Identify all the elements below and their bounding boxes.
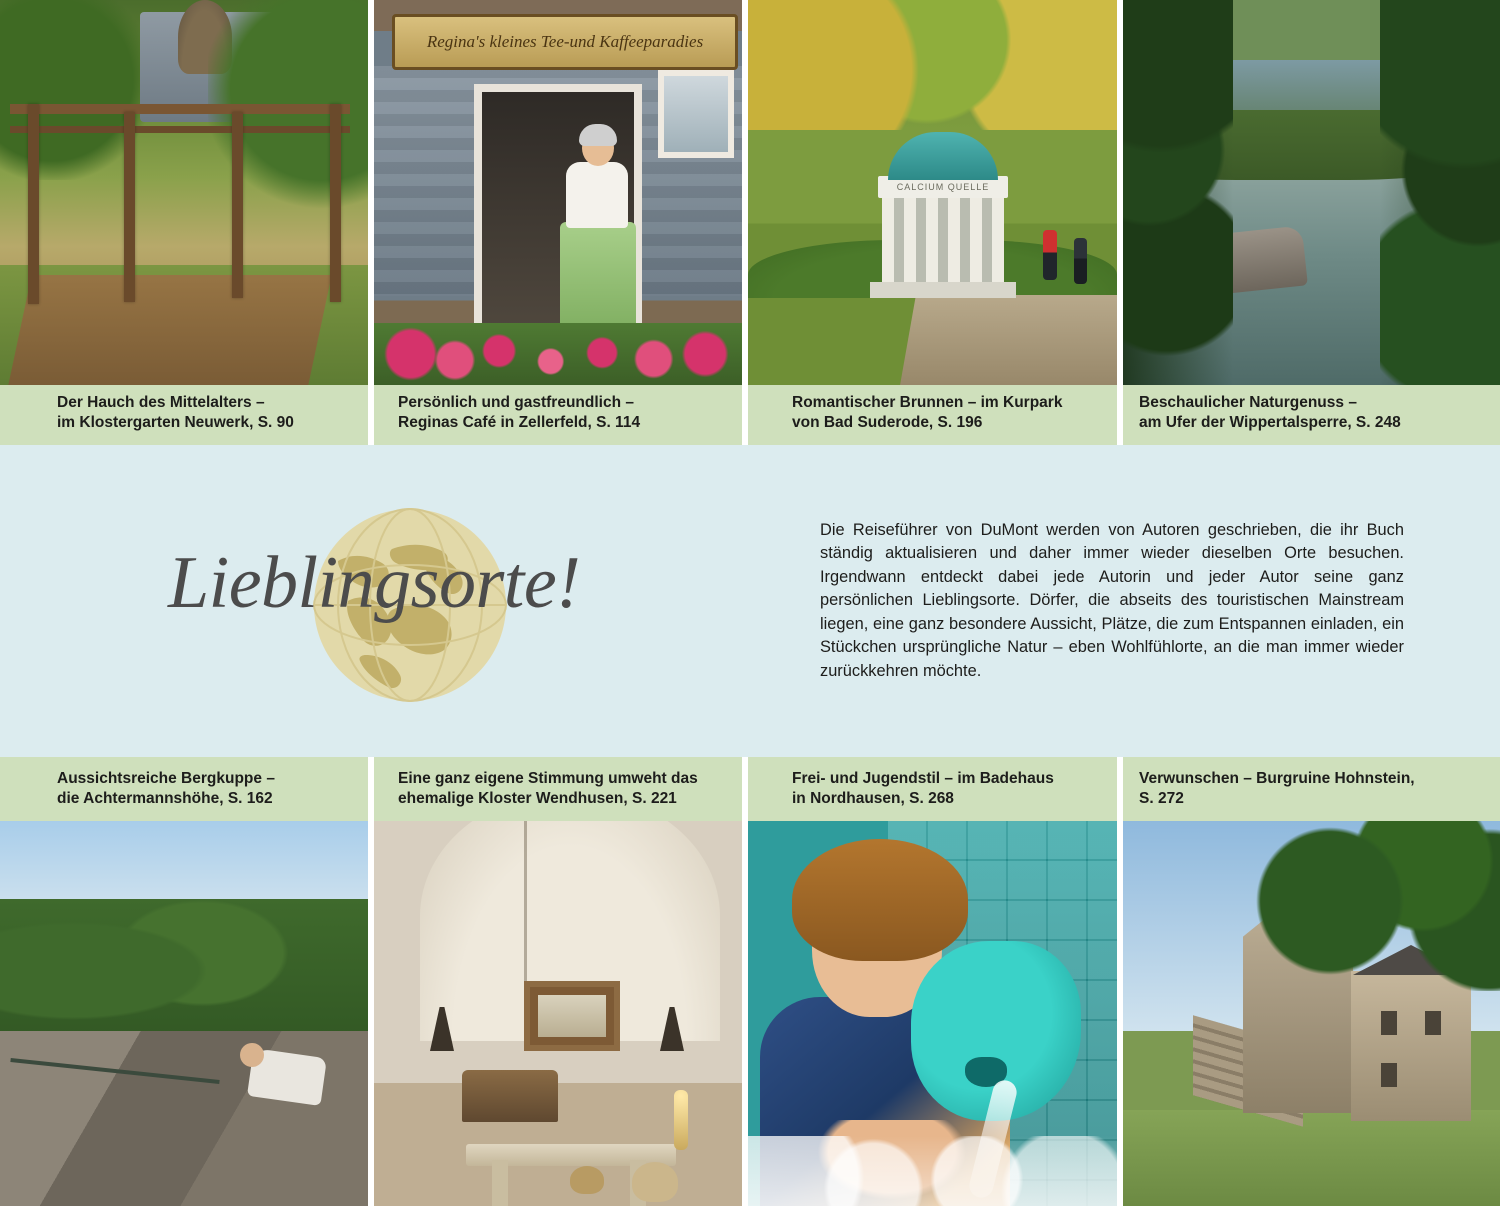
autumn-canopy: [748, 0, 1117, 130]
pergola-beam-second: [10, 126, 350, 133]
caption-kloster-wendhusen: [374, 757, 748, 821]
caption-achtermannshoehe: [0, 757, 374, 821]
hiker-head: [240, 1043, 264, 1067]
photo-art: [374, 821, 742, 1206]
meadow: [1123, 1110, 1500, 1206]
photo-burgruine-hohnstein: [1123, 821, 1500, 1206]
caption-line-2: am Ufer der Wippertalsperre, S. 248: [1139, 414, 1401, 432]
top-caption-band: [0, 385, 1500, 445]
top-photo-strip: [0, 0, 1500, 385]
castle-keep: [1351, 971, 1471, 1121]
caption-line-2: S. 272: [1139, 790, 1184, 808]
pavilion-base: [870, 282, 1016, 298]
logo-area: [0, 445, 820, 757]
oak-canopy: [1243, 821, 1500, 991]
water-foam: [748, 1136, 1117, 1206]
caption-reginas-cafe: [374, 385, 748, 445]
pergola-post-1: [28, 104, 39, 304]
flower-bed: [374, 323, 742, 385]
ceramic-pot-large: [632, 1162, 678, 1202]
caption-line-1: Frei- und Jugendstil – im Badehaus: [792, 770, 1054, 787]
photo-kloster-wendhusen: [374, 821, 748, 1206]
pavilion-inscription: CALCIUM QUELLE: [878, 176, 1008, 198]
caption-line-1: Romantischer Brunnen – im Kurpark: [792, 394, 1063, 411]
caption-line-2: ehemalige Kloster Wendhusen, S. 221: [398, 790, 677, 808]
caption-wippertalsperre: [1123, 385, 1500, 445]
caption-klostergarten-neuwerk: [0, 385, 374, 445]
cafe-owner-blouse: [566, 162, 628, 228]
vault-rib: [524, 821, 527, 1001]
sky: [0, 821, 368, 911]
caption-kurpark-brunnen: [748, 385, 1123, 445]
photo-art: [1123, 0, 1500, 385]
pavilion-columns: [882, 198, 1004, 284]
photo-art: [748, 821, 1117, 1206]
caption-line-2: die Achtermannshöhe, S. 162: [57, 790, 273, 808]
keep-window-1: [1381, 1011, 1397, 1035]
photo-art: [1123, 821, 1500, 1206]
bottom-caption-band: [0, 757, 1500, 821]
pergola-beam-top: [10, 104, 350, 114]
wooden-chest: [462, 1070, 558, 1122]
photo-art: [374, 0, 742, 385]
photo-art: [748, 0, 1117, 385]
pavilion-dome: [888, 132, 998, 180]
cafe-window: [658, 70, 734, 158]
woman-hair: [792, 839, 968, 961]
bottom-photo-strip: [0, 821, 1500, 1206]
cafe-sign: Regina's kleines Tee-und Kaffeeparadies: [392, 14, 738, 70]
garden-path: [8, 275, 331, 385]
park-path: [900, 295, 1117, 385]
photo-wippertalsperre: [1123, 0, 1500, 385]
caption-line-2: von Bad Suderode, S. 196: [792, 414, 983, 432]
caption-line-1: Eine ganz eigene Stimmung umweht das: [398, 770, 698, 787]
park-visitor-dark: [1074, 238, 1087, 284]
pergola-post-4: [330, 104, 341, 302]
photo-klostergarten-neuwerk: [0, 0, 374, 385]
caption-line-1: Beschaulicher Naturgenuss –: [1139, 394, 1357, 411]
wall-picture: [538, 995, 606, 1037]
photo-kurpark-brunnen: [748, 0, 1123, 385]
lieblingsorte-wordmark: Lieblingsorte!: [168, 542, 581, 624]
photo-badehaus-nordhausen: [748, 821, 1123, 1206]
intro-paragraph: Die Reiseführer von DuMont werden von Autoren geschrieben, die ihr Buch ständig aktualisieren und daher immer wieder dieselben Orte besuchen. Irgendwann entdeckt dabei jede Autorin und jeder Autor seine ganz persönlichen Lieblingsorte. Dörfer, die abseits des touristischen Mainstream liegen, eine ganz besondere Aussicht, Plätze, die zum Entspannen einladen, ein Stückchen ursprüngliche Natur – eben Wohlfühlorte, an die man immer wieder zurückkehren möchte.: [820, 520, 1404, 680]
caption-line-2: im Klostergarten Neuwerk, S. 90: [57, 414, 294, 432]
pergola-post-3: [232, 112, 243, 298]
keep-window-2: [1425, 1011, 1441, 1035]
cafe-owner-hair: [579, 124, 617, 146]
caption-line-1: Aussichtsreiche Bergkuppe –: [57, 770, 275, 787]
caption-badehaus-nordhausen: [748, 757, 1123, 821]
photo-art: [0, 821, 368, 1206]
photo-art: [0, 0, 368, 385]
keep-window-3: [1381, 1063, 1397, 1087]
caption-burgruine-hohnstein: [1123, 757, 1500, 821]
caption-line-1: Persönlich und gastfreundlich –: [398, 394, 634, 411]
caption-line-2: Reginas Café in Zellerfeld, S. 114: [398, 414, 641, 432]
caption-line-2: in Nordhausen, S. 268: [792, 790, 954, 808]
conifer-right: [1380, 0, 1500, 385]
candle: [674, 1090, 688, 1150]
table-leg-left: [492, 1160, 508, 1206]
photo-achtermannshoehe: [0, 821, 374, 1206]
intro-band: [0, 445, 1500, 757]
wall-picture-frame: [524, 981, 620, 1051]
photo-reginas-cafe: [374, 0, 748, 385]
conifer-left: [1123, 0, 1233, 385]
park-visitor-red: [1043, 230, 1057, 280]
pergola-post-2: [124, 112, 135, 302]
caption-line-1: Der Hauch des Mittelalters –: [57, 394, 265, 411]
tree-foliage-left: [0, 0, 160, 180]
caption-line-1: Verwunschen – Burgruine Hohnstein,: [1139, 770, 1415, 787]
cafe-owner-skirt: [560, 222, 636, 334]
ceramic-pot-small: [570, 1166, 604, 1194]
